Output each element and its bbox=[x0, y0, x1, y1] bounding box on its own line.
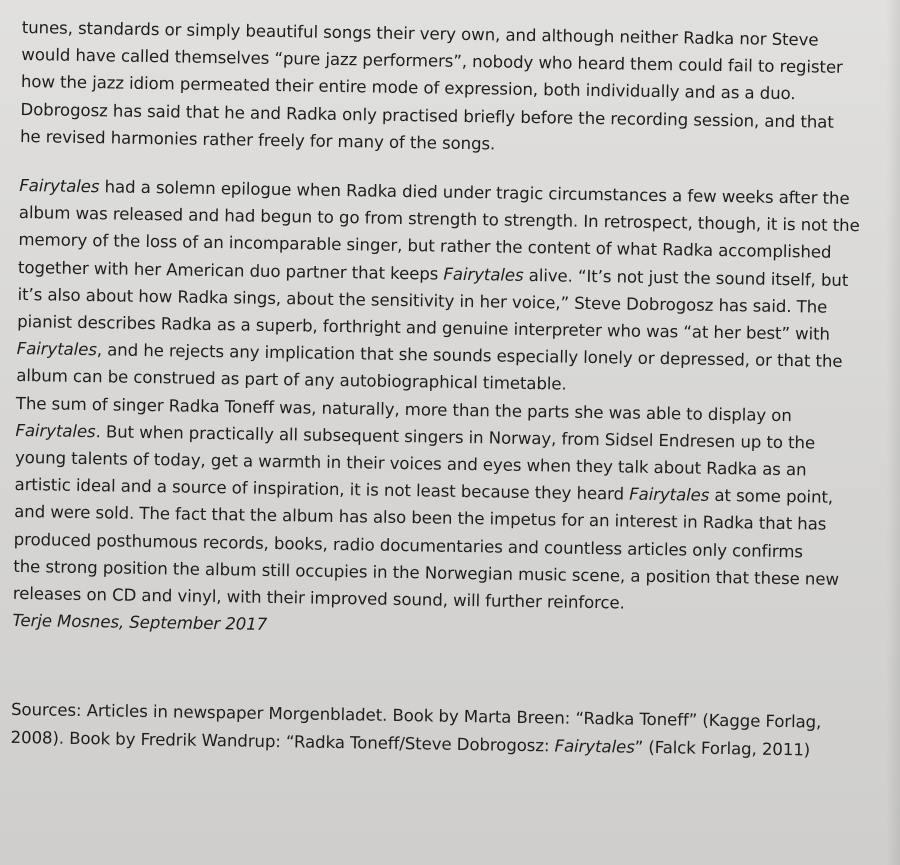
album-title: Fairytales bbox=[443, 264, 524, 285]
text-line: he revised harmonies rather freely for many of the songs. bbox=[19, 126, 496, 154]
text-line: album was released and had begun to go from strength to strength. In retrospect, though, it is not the bbox=[18, 203, 860, 236]
text-line: Sources: Articles in newspaper Morgenbladet. Book by Marta Breen: “Radka Toneff” (Kagge Forlag, bbox=[10, 700, 822, 733]
paragraph-epilogue bbox=[16, 172, 881, 403]
text-line: Dobrogosz has said that he and Radka only practised briefly before the recording session, and that bbox=[20, 99, 834, 132]
text-line: Fairytales had a solemn epilogue when Radka died under tragic circumstances a few weeks after the bbox=[19, 175, 850, 209]
album-title: Fairytales bbox=[554, 736, 635, 757]
text-line: artistic ideal and a source of inspiration, it is not least because they heard Fairytales at some point, bbox=[14, 475, 834, 508]
album-title: Fairytales bbox=[15, 420, 96, 442]
text-line: the strong position the album still occupies in the Norwegian music scene, a position that these new bbox=[13, 556, 840, 589]
text-line: memory of the loss of an incomparable singer, but rather the content of what Radka accomplished bbox=[18, 230, 832, 263]
text-line: together with her American duo partner that keeps Fairytales alive. “It’s not just the sound itself, but bbox=[17, 257, 849, 290]
text-line: releases on CD and vinyl, with their improved sound, will further reinforce. bbox=[12, 583, 625, 613]
signature-line: Terje Mosnes, September 2017 bbox=[12, 611, 268, 635]
album-title: Fairytales bbox=[19, 175, 100, 197]
text-line: tunes, standards or simply beautiful songs their very own, and although neither Radka nor Steve bbox=[21, 17, 819, 50]
text-line: young talents of today, get a warmth in their voices and eyes when they talk about Radka as an bbox=[14, 447, 807, 480]
text-line: how the jazz idiom permeated their entire mode of expression, both individually and as a duo. bbox=[20, 72, 796, 104]
paragraph-intro bbox=[20, 14, 884, 164]
text-line: The sum of singer Radka Toneff was, naturally, more than the parts she was able to display on bbox=[15, 393, 792, 425]
text-line: Fairytales. But when practically all subsequent singers in Norway, from Sidsel Endresen up to the bbox=[15, 420, 816, 453]
text-line: and were sold. The fact that the album has also been the impetus for an interest in Radka that has bbox=[14, 502, 827, 535]
page-edge-shadow bbox=[886, 0, 900, 865]
text-line: would have called themselves “pure jazz performers”, nobody who heard them could fail to register bbox=[21, 45, 843, 78]
album-title: Fairytales bbox=[629, 484, 710, 506]
text-line: produced posthumous records, books, radio documentaries and countless articles only confirms bbox=[13, 529, 804, 561]
text-line: it’s also about how Radka sings, about the sensitivity in her voice,” Steve Dobrogosz has said. The bbox=[17, 284, 828, 317]
article-body bbox=[10, 14, 883, 764]
text-line: album can be construed as part of any autobiographical timetable. bbox=[16, 366, 567, 395]
text-line: 2008). Book by Fredrik Wandrup: “Radka Toneff/Steve Dobrogosz: Fairytales” (Falck Forlag, 2011) bbox=[10, 727, 811, 760]
text-line: Fairytales, and he rejects any implication that she sounds especially lonely or depressed, or that the bbox=[16, 339, 843, 372]
paragraph-legacy bbox=[13, 390, 878, 621]
album-title: Fairytales bbox=[16, 339, 97, 360]
text-line: pianist describes Radka as a superb, forthright and genuine interpreter who was “at her best” with bbox=[17, 311, 831, 344]
